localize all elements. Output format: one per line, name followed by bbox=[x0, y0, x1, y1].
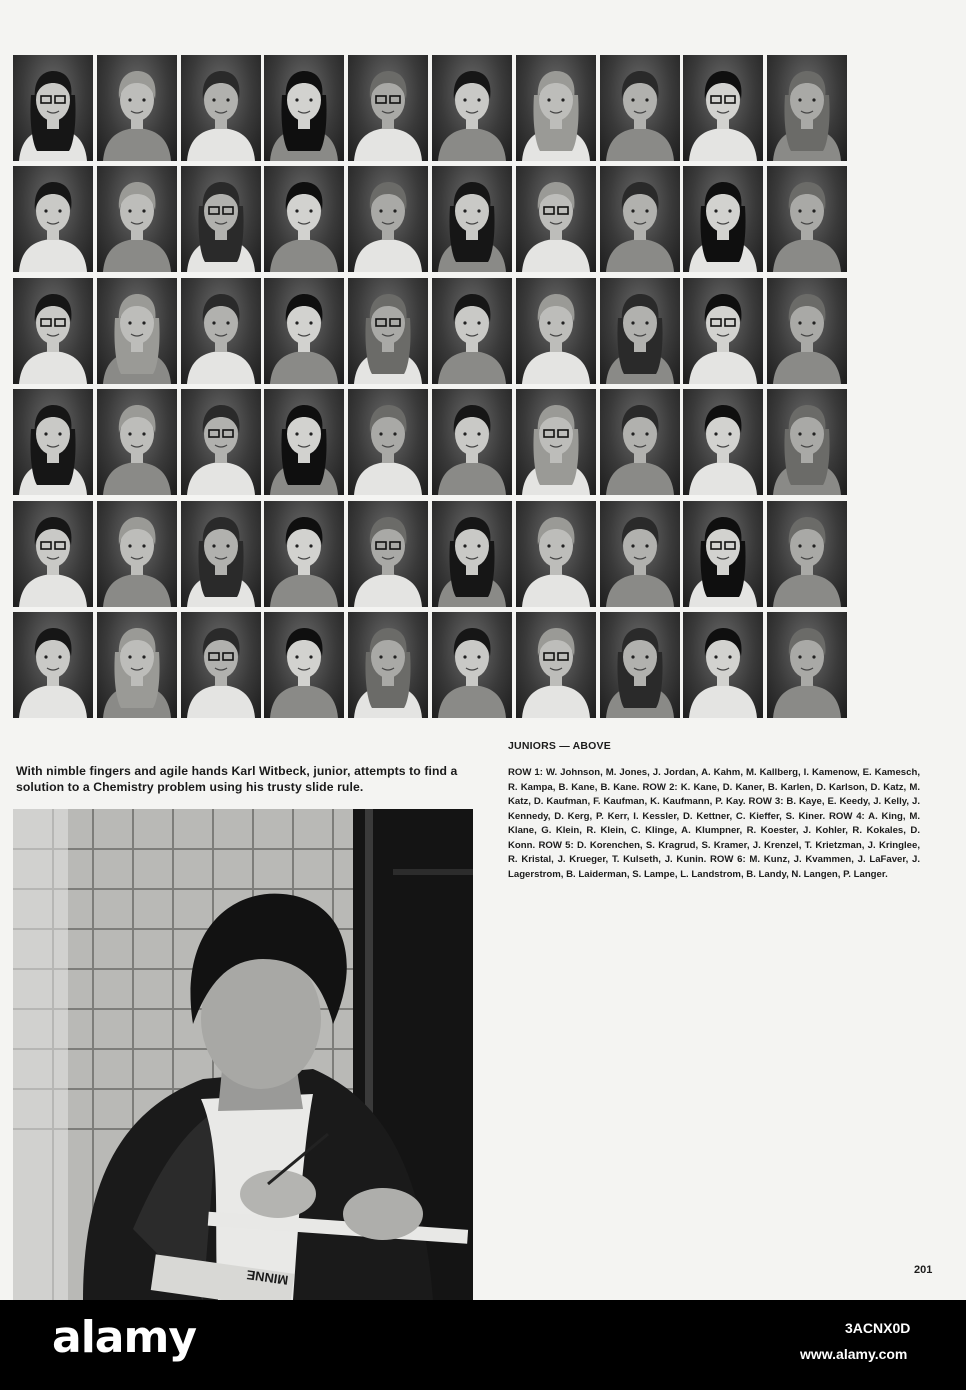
student-portrait bbox=[767, 501, 847, 607]
magazine-sign-text: MINNE bbox=[245, 1267, 290, 1288]
student-portrait bbox=[767, 166, 847, 272]
student-portrait bbox=[432, 612, 512, 718]
student-portrait bbox=[181, 389, 261, 495]
student-portrait bbox=[97, 389, 177, 495]
student-portrait bbox=[13, 55, 93, 161]
student-portrait bbox=[683, 389, 763, 495]
student-portrait bbox=[264, 501, 344, 607]
student-portrait bbox=[181, 278, 261, 384]
student-portrait bbox=[683, 166, 763, 272]
student-portrait bbox=[600, 278, 680, 384]
student-portrait bbox=[348, 166, 428, 272]
student-portrait bbox=[97, 278, 177, 384]
student-portrait bbox=[13, 612, 93, 718]
student-portrait bbox=[767, 55, 847, 161]
student-portrait bbox=[432, 389, 512, 495]
student-portrait bbox=[264, 278, 344, 384]
student-portrait bbox=[683, 278, 763, 384]
student-portrait bbox=[767, 278, 847, 384]
page-number: 201 bbox=[914, 1264, 933, 1276]
site-url: www.alamy.com bbox=[800, 1346, 908, 1362]
student-portrait bbox=[348, 278, 428, 384]
student-portrait bbox=[516, 166, 596, 272]
student-portrait bbox=[13, 166, 93, 272]
student-portrait bbox=[683, 612, 763, 718]
student-portrait bbox=[683, 501, 763, 607]
student-portrait bbox=[767, 389, 847, 495]
student-portrait bbox=[348, 501, 428, 607]
student-portrait bbox=[13, 389, 93, 495]
student-slide-rule-photo bbox=[13, 809, 473, 1300]
names-list: ROW 1: W. Johnson, M. Jones, J. Jordan, A. Kahm, M. Kallberg, I. Kamenow, E. Kamesch, R. Kampa, B. Kane, B. Kane. ROW 2: K. Kane, D. Kaner, B. Karlen, D. Karlson, D. Katz, M. Katz, D. Kaufman, F. Kaufman, K. Kaufmann, P. Kay. ROW 3: B. Kaye, E. Keedy, J. Kelly, J. Kennedy, D. Kerg, P. Kerr, I. Kessler, D. Kettner, C. Kieffer, S. Kiner. ROW 4: A. King, M. Klane, G. Klein, R. Klein, C. Klinge, A. Klumpner, R. Koester, J. Kohler, R. Kokales, D. Konn. ROW 5: D. Korenchen, S. Kragrud, S. Kramer, J. Krenzel, T. Krietzman, J. Kringlee, R. Kristal, J. Krueger, T. Kulseth, J. Kunin. ROW 6: M. Kunz, J. Kvammen, J. LaFaver, J. Lagerstrom, B. Laiderman, S. Lampe, L. Landstrom, B. Landy, N. Langen, P. Langer. bbox=[508, 767, 920, 880]
student-portrait bbox=[432, 166, 512, 272]
student-portrait bbox=[600, 55, 680, 161]
student-portrait bbox=[13, 278, 93, 384]
student-portrait bbox=[181, 501, 261, 607]
student-portrait bbox=[264, 55, 344, 161]
student-portrait bbox=[516, 612, 596, 718]
student-portrait bbox=[600, 501, 680, 607]
student-portrait bbox=[181, 166, 261, 272]
photo-caption: With nimble fingers and agile hands Karl Witbeck, junior, attempts to find a solution to a Chemistry problem using his trusty slide rule. bbox=[16, 764, 458, 794]
student-portrait bbox=[516, 278, 596, 384]
student-portrait bbox=[432, 278, 512, 384]
student-portrait bbox=[97, 612, 177, 718]
student-portrait bbox=[264, 612, 344, 718]
student-portrait bbox=[97, 166, 177, 272]
student-portrait bbox=[516, 389, 596, 495]
student-portrait bbox=[516, 55, 596, 161]
student-portrait bbox=[600, 612, 680, 718]
student-portrait bbox=[767, 612, 847, 718]
student-portrait bbox=[13, 501, 93, 607]
student-portrait bbox=[348, 612, 428, 718]
student-portrait bbox=[600, 389, 680, 495]
student-portrait bbox=[432, 55, 512, 161]
student-portrait bbox=[97, 55, 177, 161]
student-portrait bbox=[348, 55, 428, 161]
student-portrait bbox=[97, 501, 177, 607]
student-portrait bbox=[264, 166, 344, 272]
image-id: 3ACNX0D bbox=[845, 1320, 911, 1336]
student-portrait bbox=[600, 166, 680, 272]
student-portrait bbox=[683, 55, 763, 161]
student-portrait bbox=[516, 501, 596, 607]
student-portrait bbox=[264, 389, 344, 495]
student-portrait bbox=[348, 389, 428, 495]
names-heading: JUNIORS — ABOVE bbox=[508, 740, 611, 752]
student-portrait bbox=[181, 55, 261, 161]
student-portrait bbox=[432, 501, 512, 607]
student-portrait bbox=[181, 612, 261, 718]
alamy-logo: alamy bbox=[52, 1312, 196, 1363]
junior-portrait-grid bbox=[13, 55, 847, 720]
